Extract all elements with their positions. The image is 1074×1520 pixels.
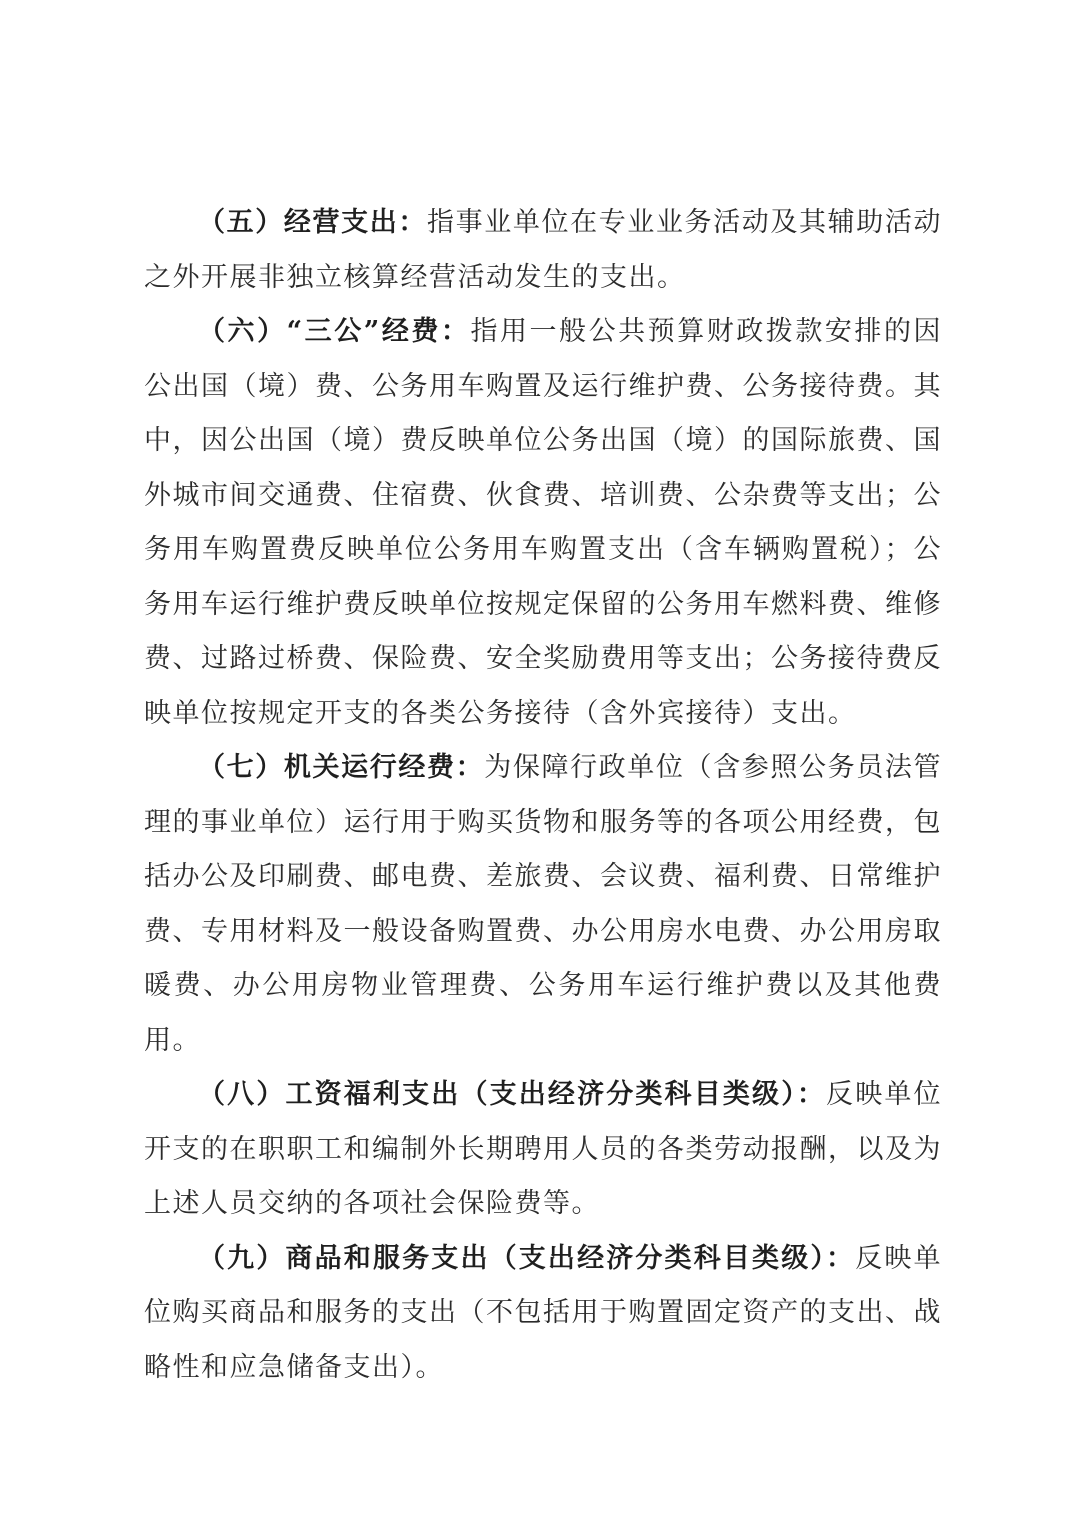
paragraph-text: 反映单位购买商品和服务的支出（不包括用于购置固定资产的支出、战略性和应急储备支出）。 (144, 1242, 943, 1383)
document-body (144, 196, 942, 1395)
paragraph-heading: （八）工资福利支出（支出经济分类科目类级）： (198, 1079, 827, 1110)
paragraph-three-public-expenses (144, 305, 942, 741)
paragraph-heading: （五）经营支出： (198, 207, 427, 238)
paragraph-text: 反映单位开支的在职职工和编制外长期聘用人员的各类劳动报酬，以及为上述人员交纳的各项社会保险费等。 (144, 1079, 943, 1219)
paragraph-operating-expenditure (144, 196, 942, 305)
paragraph-heading: （七）机关运行经费： (198, 752, 485, 783)
paragraph-wages-welfare (144, 1068, 942, 1232)
paragraph-text: 指用一般公共预算财政拨款安排的因公出国（境）费、公务用车购置及运行维护费、公务接待费。其中，因公出国（境）费反映单位公务出国（境）的国际旅费、国外城市间交通费、住宿费、伙食费、培训费、公杂费等支出；公务用车购置费反映单位公务用车购置支出（含车辆购置税）；公务用车运行维护费反映单位按规定保留的公务用车燃料费、维修费、过路过桥费、保险费、安全奖励费用等支出；公务接待费反映单位按规定开支的各类公务接待（含外宾接待）支出。 (144, 316, 942, 729)
paragraph-goods-services (144, 1232, 942, 1396)
paragraph-text: 为保障行政单位（含参照公务员法管理的事业单位）运行用于购买货物和服务等的各项公用经费，包括办公及印刷费、邮电费、差旅费、会议费、福利费、日常维护费、专用材料及一般设备购置费、办公用房水电费、办公用房取暖费、办公用房物业管理费、公务用车运行维护费以及其他费用。 (144, 752, 943, 1056)
paragraph-text: 指事业单位在专业业务活动及其辅助活动之外开展非独立核算经营活动发生的支出。 (144, 207, 943, 293)
paragraph-heading: （九）商品和服务支出（支出经济分类科目类级）： (198, 1242, 856, 1274)
paragraph-agency-operating-funds (144, 741, 942, 1068)
paragraph-heading: （六）“三公”经费： (198, 316, 471, 347)
